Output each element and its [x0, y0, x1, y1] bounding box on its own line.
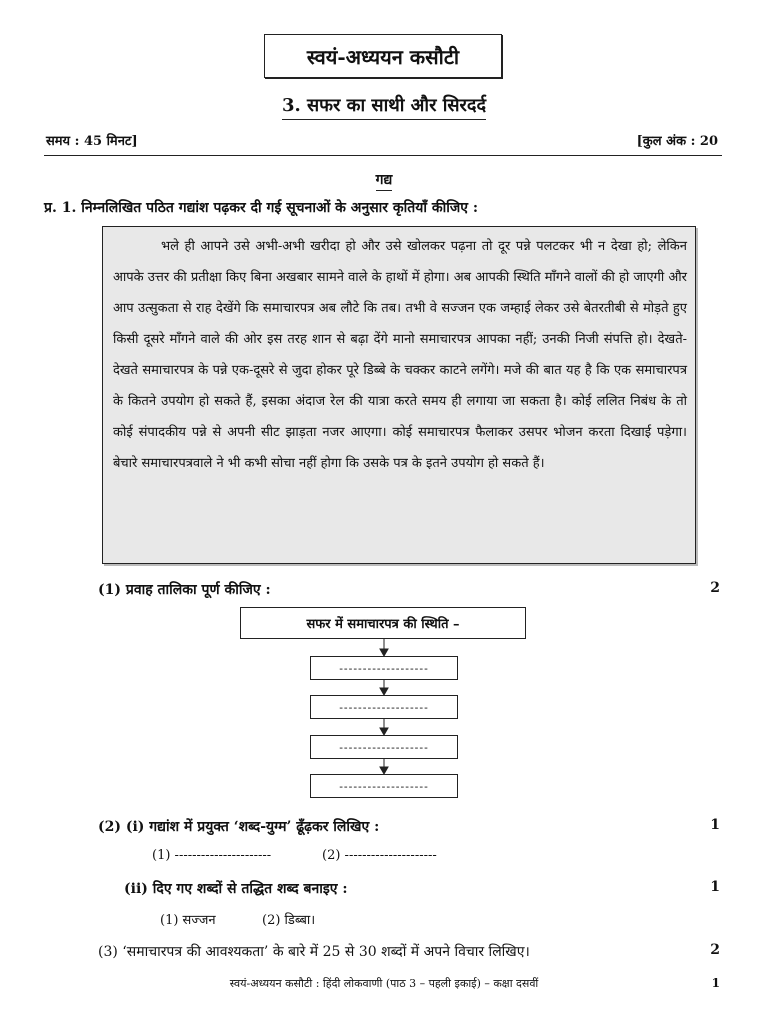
task-2i-marks: 1 [710, 817, 720, 833]
task-2i-label: (2) (i) गद्यांश में प्रयुक्त ‘शब्द-युग्म’ ढूँढ़कर लिखिए : [98, 819, 380, 835]
task-2ii-marks: 1 [710, 879, 720, 895]
footer-text: स्वयं-अध्ययन कसौटी : हिंदी लोकवाणी (पाठ 3 – पहली इकाई) – कक्षा दसवीं [229, 977, 539, 990]
task-3-label: (3) ‘समाचारपत्र की आवश्यकता’ के बारे में 25 से 30 शब्दों में अपने विचार लिखिए। [98, 944, 530, 960]
flowchart-box-2[interactable]: ------------------- [310, 695, 458, 719]
flowchart-box-4[interactable]: ------------------- [310, 774, 458, 798]
word-2: (2) डिब्बा। [262, 913, 316, 928]
question-number: प्र. 1. [44, 200, 77, 216]
task-2ii-label: (ii) दिए गए शब्दों से तद्धित शब्द बनाइए : [124, 881, 348, 897]
task-1-marks: 2 [710, 580, 720, 596]
word-1: (1) सज्जन [160, 913, 216, 928]
chapter-title-text: 3. सफर का साथी और सिरदर्द [282, 95, 486, 120]
flowchart-box-1[interactable]: ------------------- [310, 656, 458, 680]
section-heading-text: गद्य [376, 172, 393, 191]
question-instruction: निम्नलिखित पठित गद्यांश पढ़कर दी गई सूचनाओं के अनुसार कृतियाँ कीजिए : [81, 200, 479, 216]
task-3-marks: 2 [710, 942, 720, 958]
answer-blank-2[interactable]: (2) --------------------- [322, 848, 437, 863]
passage-text: भले ही आपने उसे अभी-अभी खरीदा हो और उसे खोलकर पढ़ना तो दूर पन्ने पलटकर भी न देखा हो; लेकिन आपके उत्तर की प्रतीक्षा किए बिना अखबार सामने वाले के हाथों में होगा। अब आपकी स्थिति माँगने वालों की हो जाएगी और आप उत्सुकता से राह देखेंगे कि समाचारपत्र अब लौटे कि तब। तभी वे सज्जन एक जम्हाई लेकर उसे बेतरतीबी से मोड़ते हुए किसी दूसरे माँगने वाले की ओर इस तरह शान से बढ़ा देंगे मानो समाचारपत्र आपका नहीं; उनकी निजी संपत्ति हो। देखते-देखते समाचारपत्र के पन्ने एक-दूसरे से जुदा होकर पूरे डिब्बे के चक्कर काटने लगेंगे। मजे की बात यह है कि एक समाचारपत्र के कितने उपयोग हो सकते हैं, इसका अंदाज रेल की यात्रा करते समय ही लगाया जा सकता है। कोई ललित निबंध के तो कोई संपादकीय पन्ने से अपनी सीट झाड़ता नजर आएगा। कोई समाचारपत्र फैलाकर उसपर भोजन करता दिखाई पड़ेगा। बेचारे समाचारपत्रवाले ने भी कभी सोचा नहीं होगा कि उसके पत्र के इतने उपयोग हो सकते हैं। [113, 239, 687, 471]
flowchart-title: सफर में समाचारपत्र की स्थिति – [240, 607, 526, 639]
flowchart-box-3[interactable]: ------------------- [310, 735, 458, 759]
page-number: 1 [711, 976, 720, 990]
total-marks: [कुल अंक : 20 [636, 134, 718, 149]
answer-blank-1[interactable]: (1) ---------------------- [152, 848, 272, 863]
task-1-label: (1) प्रवाह तालिका पूर्ण कीजिए : [98, 582, 271, 598]
page-title: स्वयं-अध्ययन कसौटी [264, 34, 502, 78]
time-limit: समय : 45 मिनट] [46, 134, 138, 149]
